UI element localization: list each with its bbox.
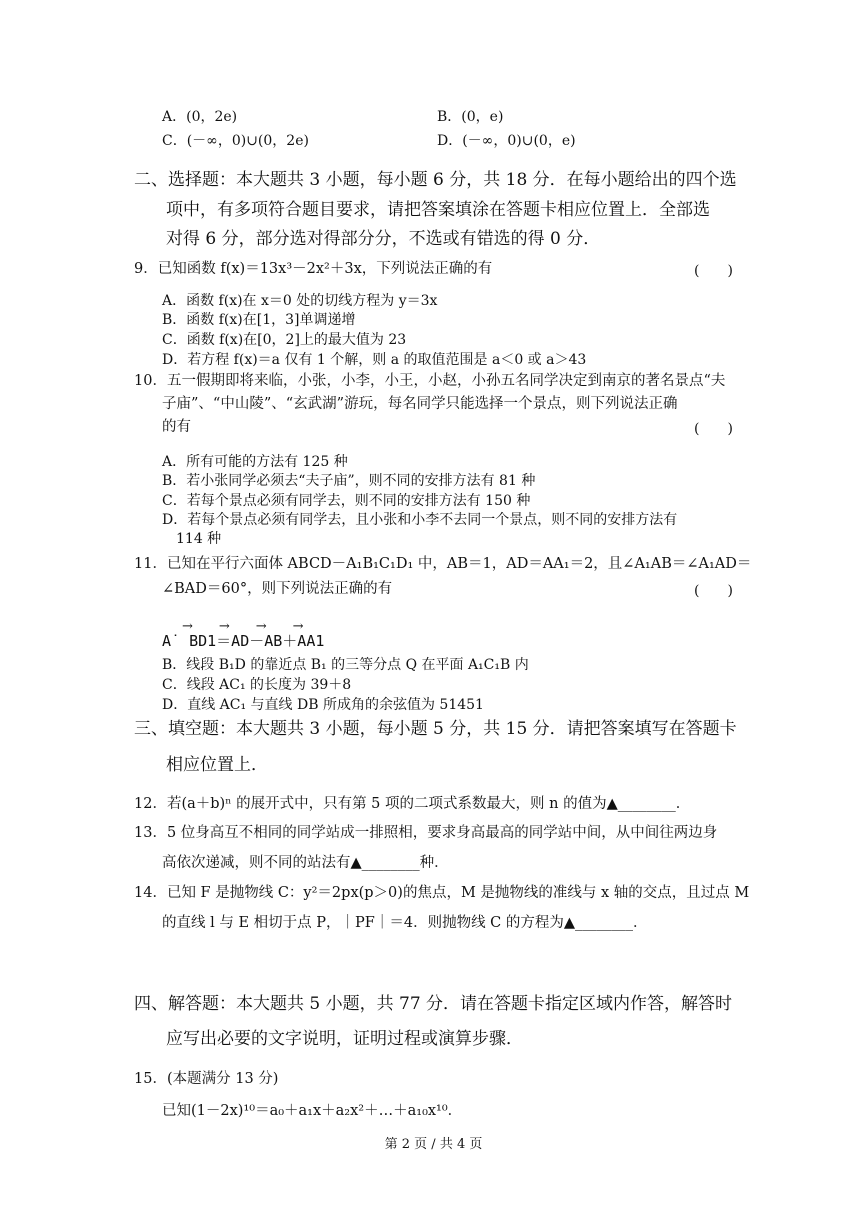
q13-line2: 高依次递减，则不同的站法有▲________种． <box>162 855 449 871</box>
page-footer: 第 2 页 / 共 4 页 <box>384 1137 483 1152</box>
q11-answer-paren: ( ) <box>694 583 733 599</box>
q10-option-c: C．若每个景点必须有同学去，则不同的安排方法有 150 种 <box>162 493 531 509</box>
q9-option-a: A．函数 f(x)在 x＝0 处的切线方程为 y＝3x <box>162 293 438 309</box>
section3-heading-line2: 相应位置上． <box>166 755 268 775</box>
section2-heading-line2: 项中，有多项符合题目要求，请把答案填涂在答题卡相应位置上．全部选 <box>166 200 710 220</box>
section2-heading-line3: 对得 6 分，部分选对得部分分，不选或有错选的得 0 分． <box>166 229 601 249</box>
q11-option-b: B．线段 B₁D 的靠近点 B₁ 的三等分点 Q 在平面 A₁C₁B 内 <box>162 657 529 673</box>
q10-stem-line2: 子庙”、“中山陵”、“玄武湖”游玩，每名同学只能选择一个景点，则下列说法正确 <box>162 396 678 412</box>
q11-option-a: A˙ BD1＝AD－AB＋AA1 <box>162 632 325 650</box>
q14-line1: 14．已知 F 是抛物线 C：y²＝2px(p＞0)的焦点，M 是抛物线的准线与 x 轴的交点，且过点 M <box>134 885 750 901</box>
section4-heading-line2: 应写出必要的文字说明，证明过程或演算步骤． <box>166 1029 523 1049</box>
q14-line2: 的直线 l 与 E 相切于点 P，｜PF｜＝4．则抛物线 C 的方程为▲________． <box>162 915 648 931</box>
q9-answer-paren: ( ) <box>694 263 733 279</box>
q10-stem-line3: 的有 <box>162 419 191 435</box>
q9-option-b: B．函数 f(x)在[1，3]单调递增 <box>162 312 356 328</box>
q9-stem: 9．已知函数 f(x)＝13x³－2x²＋3x，下列说法正确的有 <box>134 261 493 277</box>
q8-option-d: D．(－∞，0)∪(0，e) <box>437 133 576 149</box>
q9-option-c: C．函数 f(x)在[0，2]上的最大值为 23 <box>162 332 407 348</box>
q10-option-d-cont: 114 种 <box>176 531 222 547</box>
q15-line1: 已知(1－2x)¹⁰＝a₀＋a₁x＋a₂x²＋…＋a₁₀x¹⁰． <box>162 1103 463 1119</box>
section3-heading-line1: 三、填空题：本大题共 3 小题，每小题 5 分，共 15 分．请把答案填写在答题卡 <box>134 719 737 739</box>
q12-text: 12．若(a＋b)ⁿ 的展开式中，只有第 5 项的二项式系数最大，则 n 的值为▲________． <box>134 796 691 812</box>
q11-option-c: C．线段 AC₁ 的长度为 39＋8 <box>162 677 352 693</box>
q11-stem-line1: 11．已知在平行六面体 ABCD－A₁B₁C₁D₁ 中，AB＝1，AD＝AA₁＝2，且∠A₁AB＝∠A₁AD＝ <box>134 556 752 572</box>
q8-option-b: B．(0，e) <box>437 109 504 125</box>
section4-heading-line1: 四、解答题：本大题共 5 小题，共 77 分．请在答题卡指定区域内作答，解答时 <box>134 994 733 1014</box>
q8-option-c: C．(－∞，0)∪(0，2e) <box>162 133 309 149</box>
q10-stem-line1: 10．五一假期即将来临，小张，小李，小王，小赵，小孙五名同学决定到南京的著名景点“夫 <box>134 373 726 389</box>
q11-option-d: D．直线 AC₁ 与直线 DB 所成角的余弦值为 51451 <box>162 697 484 713</box>
q11-stem-line2: ∠BAD＝60°，则下列说法正确的有 <box>162 581 393 597</box>
q15-title: 15．(本题满分 13 分) <box>134 1071 279 1087</box>
q13-line1: 13．5 位身高互不相同的同学站成一排照相，要求身高最高的同学站中间，从中间往两边身 <box>134 825 718 841</box>
q10-option-a: A．所有可能的方法有 125 种 <box>162 454 348 470</box>
q8-option-a: A．(0，2e) <box>162 109 238 125</box>
q11-vector-arrows: → → → → <box>182 619 304 634</box>
q10-option-b: B．若小张同学必须去“夫子庙”，则不同的安排方法有 81 种 <box>162 473 536 489</box>
q9-option-d: D．若方程 f(x)＝a 仅有 1 个解，则 a 的取值范围是 a＜0 或 a＞43 <box>162 352 587 368</box>
section2-heading-line1: 二、选择题：本大题共 3 小题，每小题 6 分，共 18 分．在每小题给出的四个选 <box>134 170 737 190</box>
q10-answer-paren: ( ) <box>694 421 733 437</box>
q10-option-d: D．若每个景点必须有同学去，且小张和小李不去同一个景点，则不同的安排方法有 <box>162 512 678 528</box>
